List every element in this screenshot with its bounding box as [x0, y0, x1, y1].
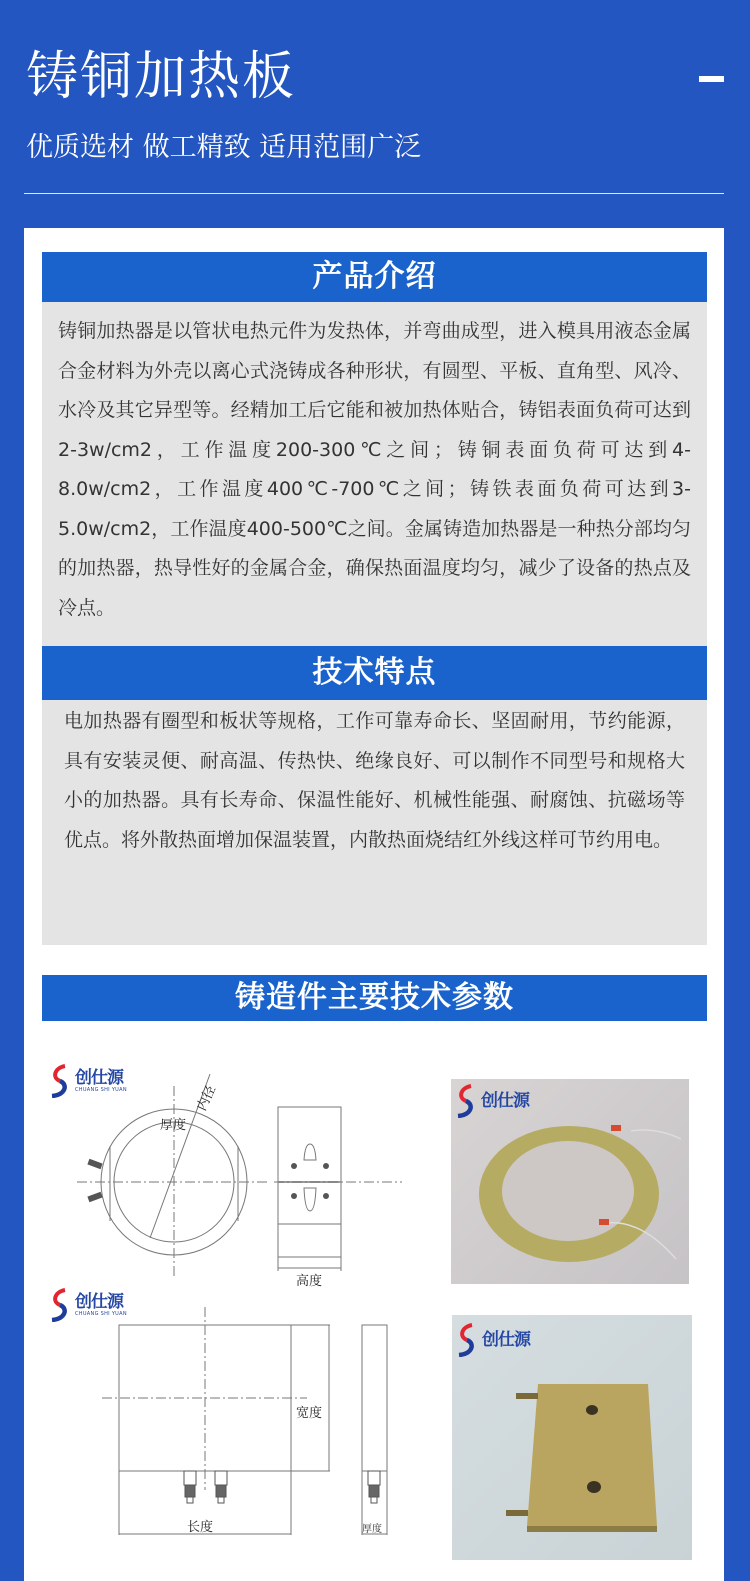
label-thickness: 厚度: [160, 1118, 187, 1133]
section-header-tech-features: 技术特点: [42, 646, 707, 700]
divider: [24, 193, 724, 194]
product-intro-text: 铸铜加热器是以管状电热元件为发热体，并弯曲成型，进入模具用液态金属合金材料为外壳以离心式浇铸成各种形状，有圆型、平板、直角型、风冷、水冷及其它异型等。经精加工后它能和被加热体贴合，铸铝表面负荷可达到2-3w/cm2，工作温度200-300℃之间；铸铜表面负荷可达到4-8.0w/cm2，工作温度400℃-700℃之间；铸铁表面负荷可达到3-5.0w/cm2，工作温度400-500℃之间。金属铸造加热器是一种热分部均匀的加热器，热导性好的金属合金，确保热面温度均匀，减少了设备的热点及冷点。: [58, 320, 691, 619]
label-length: 长度: [187, 1520, 214, 1535]
label-inner-diameter: 内径: [194, 1083, 220, 1114]
label-plate-thickness: 厚度: [362, 1524, 382, 1535]
plate-drawing-lines: [42, 1280, 402, 1580]
logo-name-cn: 创仕源: [75, 1068, 123, 1088]
label-width: 宽度: [296, 1406, 323, 1421]
logo-name-en: CHUANG SHI YUAN: [75, 1311, 127, 1317]
page-title: 铸铜加热板: [26, 47, 297, 107]
logo-name-en: CHUANG SHI YUAN: [75, 1087, 127, 1093]
tech-features-text: 电加热器有圈型和板状等规格，工作可靠寿命长、坚固耐用，节约能源，具有安装灵便、耐高温、传热快、绝缘良好、可以制作不同型号和规格大小的加热器。具有长寿命、保温性能好、机械性能强、耐腐蚀、抗磁场等优点。将外散热面增加保温装置，内散热面烧结红外线这样可节约用电。: [64, 710, 685, 851]
section-body-tech-features: [42, 700, 707, 945]
logo-name-cn: 创仕源: [481, 1091, 529, 1111]
plate-heater-photo: [452, 1315, 692, 1560]
ring-heater-drawing: [42, 1056, 402, 1289]
page-subtitle: 优质选材 做工精致 适用范围广泛: [26, 132, 422, 163]
logo-name-cn: 创仕源: [482, 1330, 530, 1350]
content-card: [24, 228, 724, 1581]
ring-photo-art: [451, 1079, 689, 1284]
plate-photo-art: [452, 1315, 692, 1560]
section-header-product-intro: 产品介绍: [42, 252, 707, 302]
ring-heater-photo: [451, 1079, 689, 1284]
plate-heater-drawing: [42, 1280, 402, 1580]
section-body-product-intro: [42, 302, 707, 646]
section-header-tech-params: 铸造件主要技术参数: [42, 975, 707, 1021]
logo-name-cn: 创仕源: [75, 1292, 123, 1312]
minus-icon[interactable]: [699, 76, 724, 82]
ring-drawing-lines: [42, 1056, 402, 1286]
label-height: 高度: [296, 1274, 323, 1289]
